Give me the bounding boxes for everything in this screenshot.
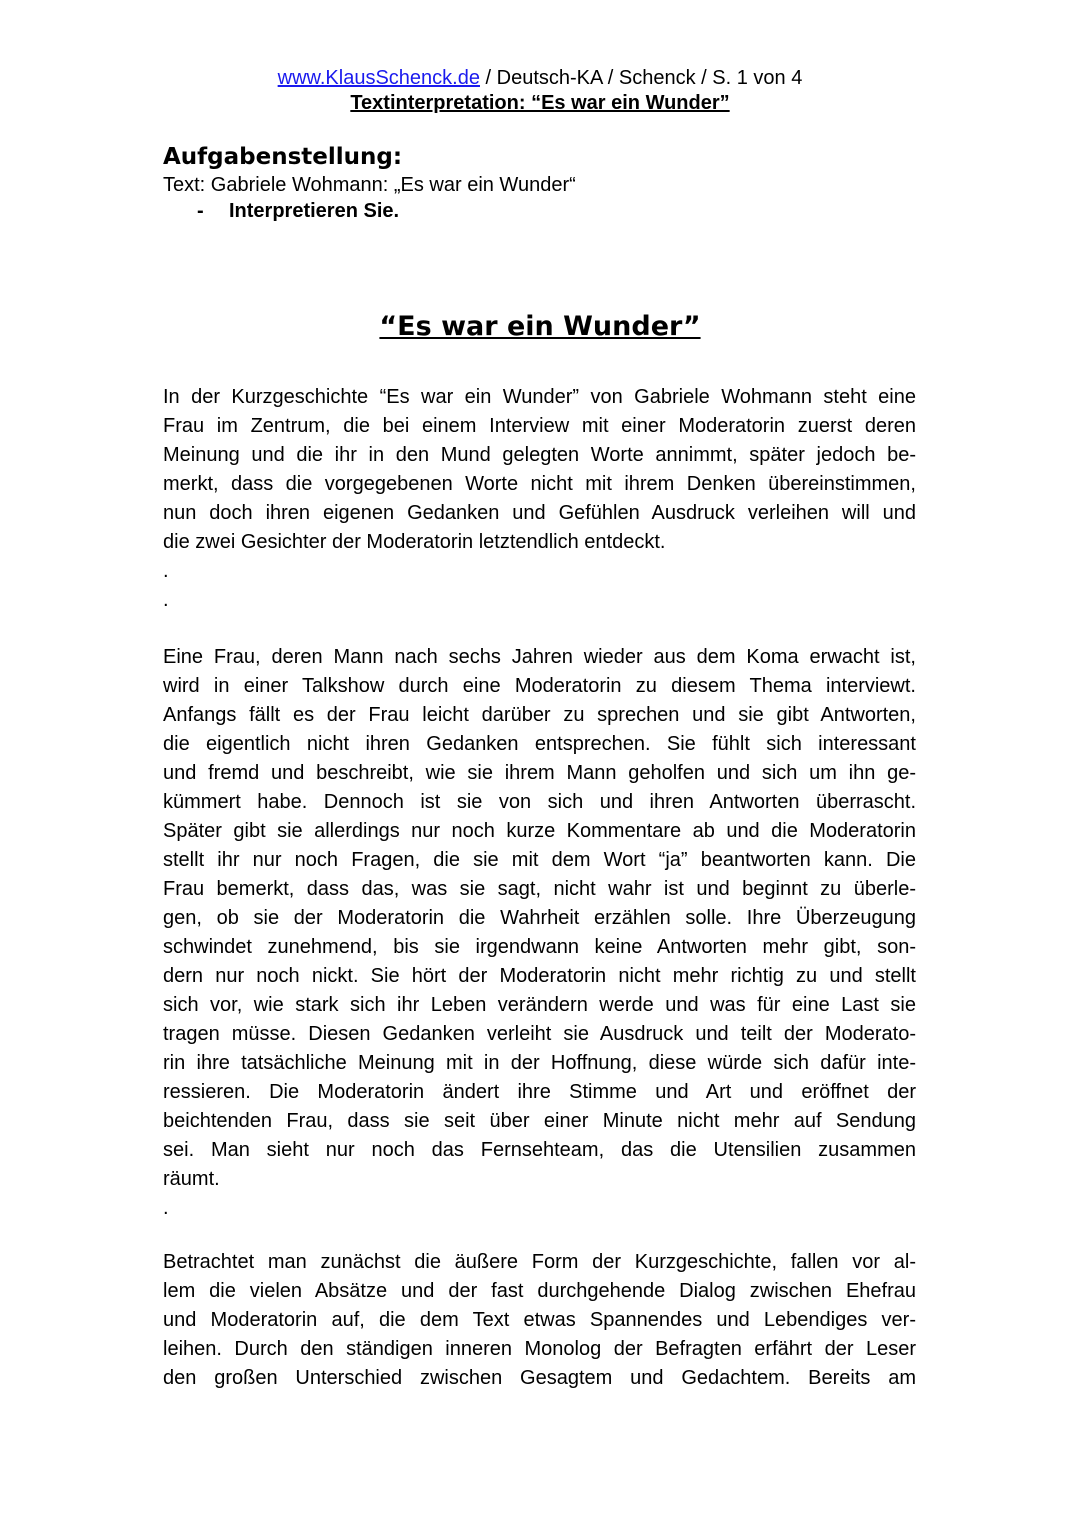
essay-title: [0, 309, 1080, 345]
page-header: [0, 66, 1080, 90]
text-line: Anfangs fällt es der Frau leicht darüber zu sprechen und sie gibt Antworten,: [163, 704, 916, 726]
text-line: Betrachtet man zunächst die äußere Form der Kurzgeschichte, fallen vor al-: [163, 1251, 916, 1273]
bullet-text: Interpretieren Sie.: [229, 200, 400, 222]
text-line: stellt ihr nur noch Fragen, die sie mit dem Wort “ja” beantworten kann. Die: [163, 849, 916, 871]
text-line: ressieren. Die Moderatorin ändert ihre Stimme und Art und eröffnet der: [163, 1081, 916, 1103]
text-line: Später gibt sie allerdings nur noch kurze Kommentare ab und die Moderatorin: [163, 820, 916, 842]
title-text: “Es war ein Wunder”: [379, 311, 701, 342]
text-line: kümmert habe. Dennoch ist sie von sich und ihren Antworten überrascht.: [163, 791, 916, 813]
text-line: die zwei Gesichter der Moderatorin letztendlich entdeckt.: [163, 531, 666, 553]
paragraph-analysis: [163, 1248, 916, 1393]
task-text: Text: Gabriele Wohmann: „Es war ein Wunder“: [163, 174, 576, 196]
text-line: dern nur noch nickt. Sie hört der Moderatorin nicht mehr richtig zu und stellt: [163, 965, 916, 987]
task-heading: Aufgabenstellung:: [163, 144, 403, 170]
text-line: leihen. Durch den ständigen inneren Monolog der Befragten erfährt der Leser: [163, 1338, 916, 1360]
text-line: sei. Man sieht nur noch das Fernsehteam, das die Utensilien zusammen: [163, 1139, 916, 1161]
text-line: und Moderatorin auf, die dem Text etwas Spannendes und Lebendiges ver-: [163, 1309, 916, 1331]
paragraph-summary: [163, 643, 916, 1223]
text-line: In der Kurzgeschichte “Es war ein Wunder” von Gabriele Wohmann steht eine: [163, 386, 916, 408]
text-line: die eigentlich nicht ihren Gedanken entsprechen. Sie fühlt sich interessant: [163, 733, 916, 755]
task-bullet: [197, 199, 399, 223]
text-line: beichtenden Frau, dass sie seit über einer Minute nicht mehr auf Sendung: [163, 1110, 916, 1132]
document-subtitle: [0, 91, 1080, 115]
bullet-dash: -: [197, 200, 204, 222]
subtitle-text: Textinterpretation: “Es war ein Wunder”: [350, 92, 730, 114]
text-line: .: [163, 589, 169, 611]
text-line: Eine Frau, deren Mann nach sechs Jahren wieder aus dem Koma erwacht ist,: [163, 646, 916, 668]
text-line: schwindet zunehmend, bis sie irgendwann keine Antworten mehr gibt, son-: [163, 936, 916, 958]
text-line: wird in einer Talkshow durch eine Moderatorin zu diesem Thema interviewt.: [163, 675, 916, 697]
paragraph-intro: [163, 383, 916, 615]
text-line: tragen müsse. Diesen Gedanken verleiht sie Ausdruck und teilt der Moderato-: [163, 1023, 916, 1045]
text-line: .: [163, 560, 169, 582]
text-line: merkt, dass die vorgegebenen Worte nicht mit ihrem Denken übereinstimmen,: [163, 473, 916, 495]
text-line: .: [163, 1197, 169, 1219]
website-link[interactable]: www.KlausSchenck.de: [277, 67, 480, 89]
text-line: gen, ob sie der Moderatorin die Wahrheit erzählen solle. Ihre Überzeugung: [163, 907, 916, 929]
header-meta: / Deutsch-KA / Schenck / S. 1 von 4: [479, 67, 803, 89]
text-line: Frau bemerkt, dass das, was sie sagt, nicht wahr ist und beginnt zu überle-: [163, 878, 916, 900]
text-line: lem die vielen Absätze und der fast durchgehende Dialog zwischen Ehefrau: [163, 1280, 916, 1302]
text-line: Meinung und die ihr in den Mund gelegten Worte annimmt, später jedoch be-: [163, 444, 916, 466]
text-line: den großen Unterschied zwischen Gesagtem und Gedachtem. Bereits am: [163, 1367, 916, 1389]
text-line: und fremd und beschreibt, wie sie ihrem Mann geholfen und sich um ihn ge-: [163, 762, 916, 784]
text-line: nun doch ihren eigenen Gedanken und Gefühlen Ausdruck verleihen will und: [163, 502, 916, 524]
text-line: rin ihre tatsächliche Meinung mit in der Hoffnung, diese würde sich dafür inte-: [163, 1052, 916, 1074]
text-line: sich vor, wie stark sich ihr Leben verändern werde und was für eine Last sie: [163, 994, 916, 1016]
text-line: räumt.: [163, 1168, 220, 1190]
text-line: Frau im Zentrum, die bei einem Interview mit einer Moderatorin zuerst deren: [163, 415, 916, 437]
